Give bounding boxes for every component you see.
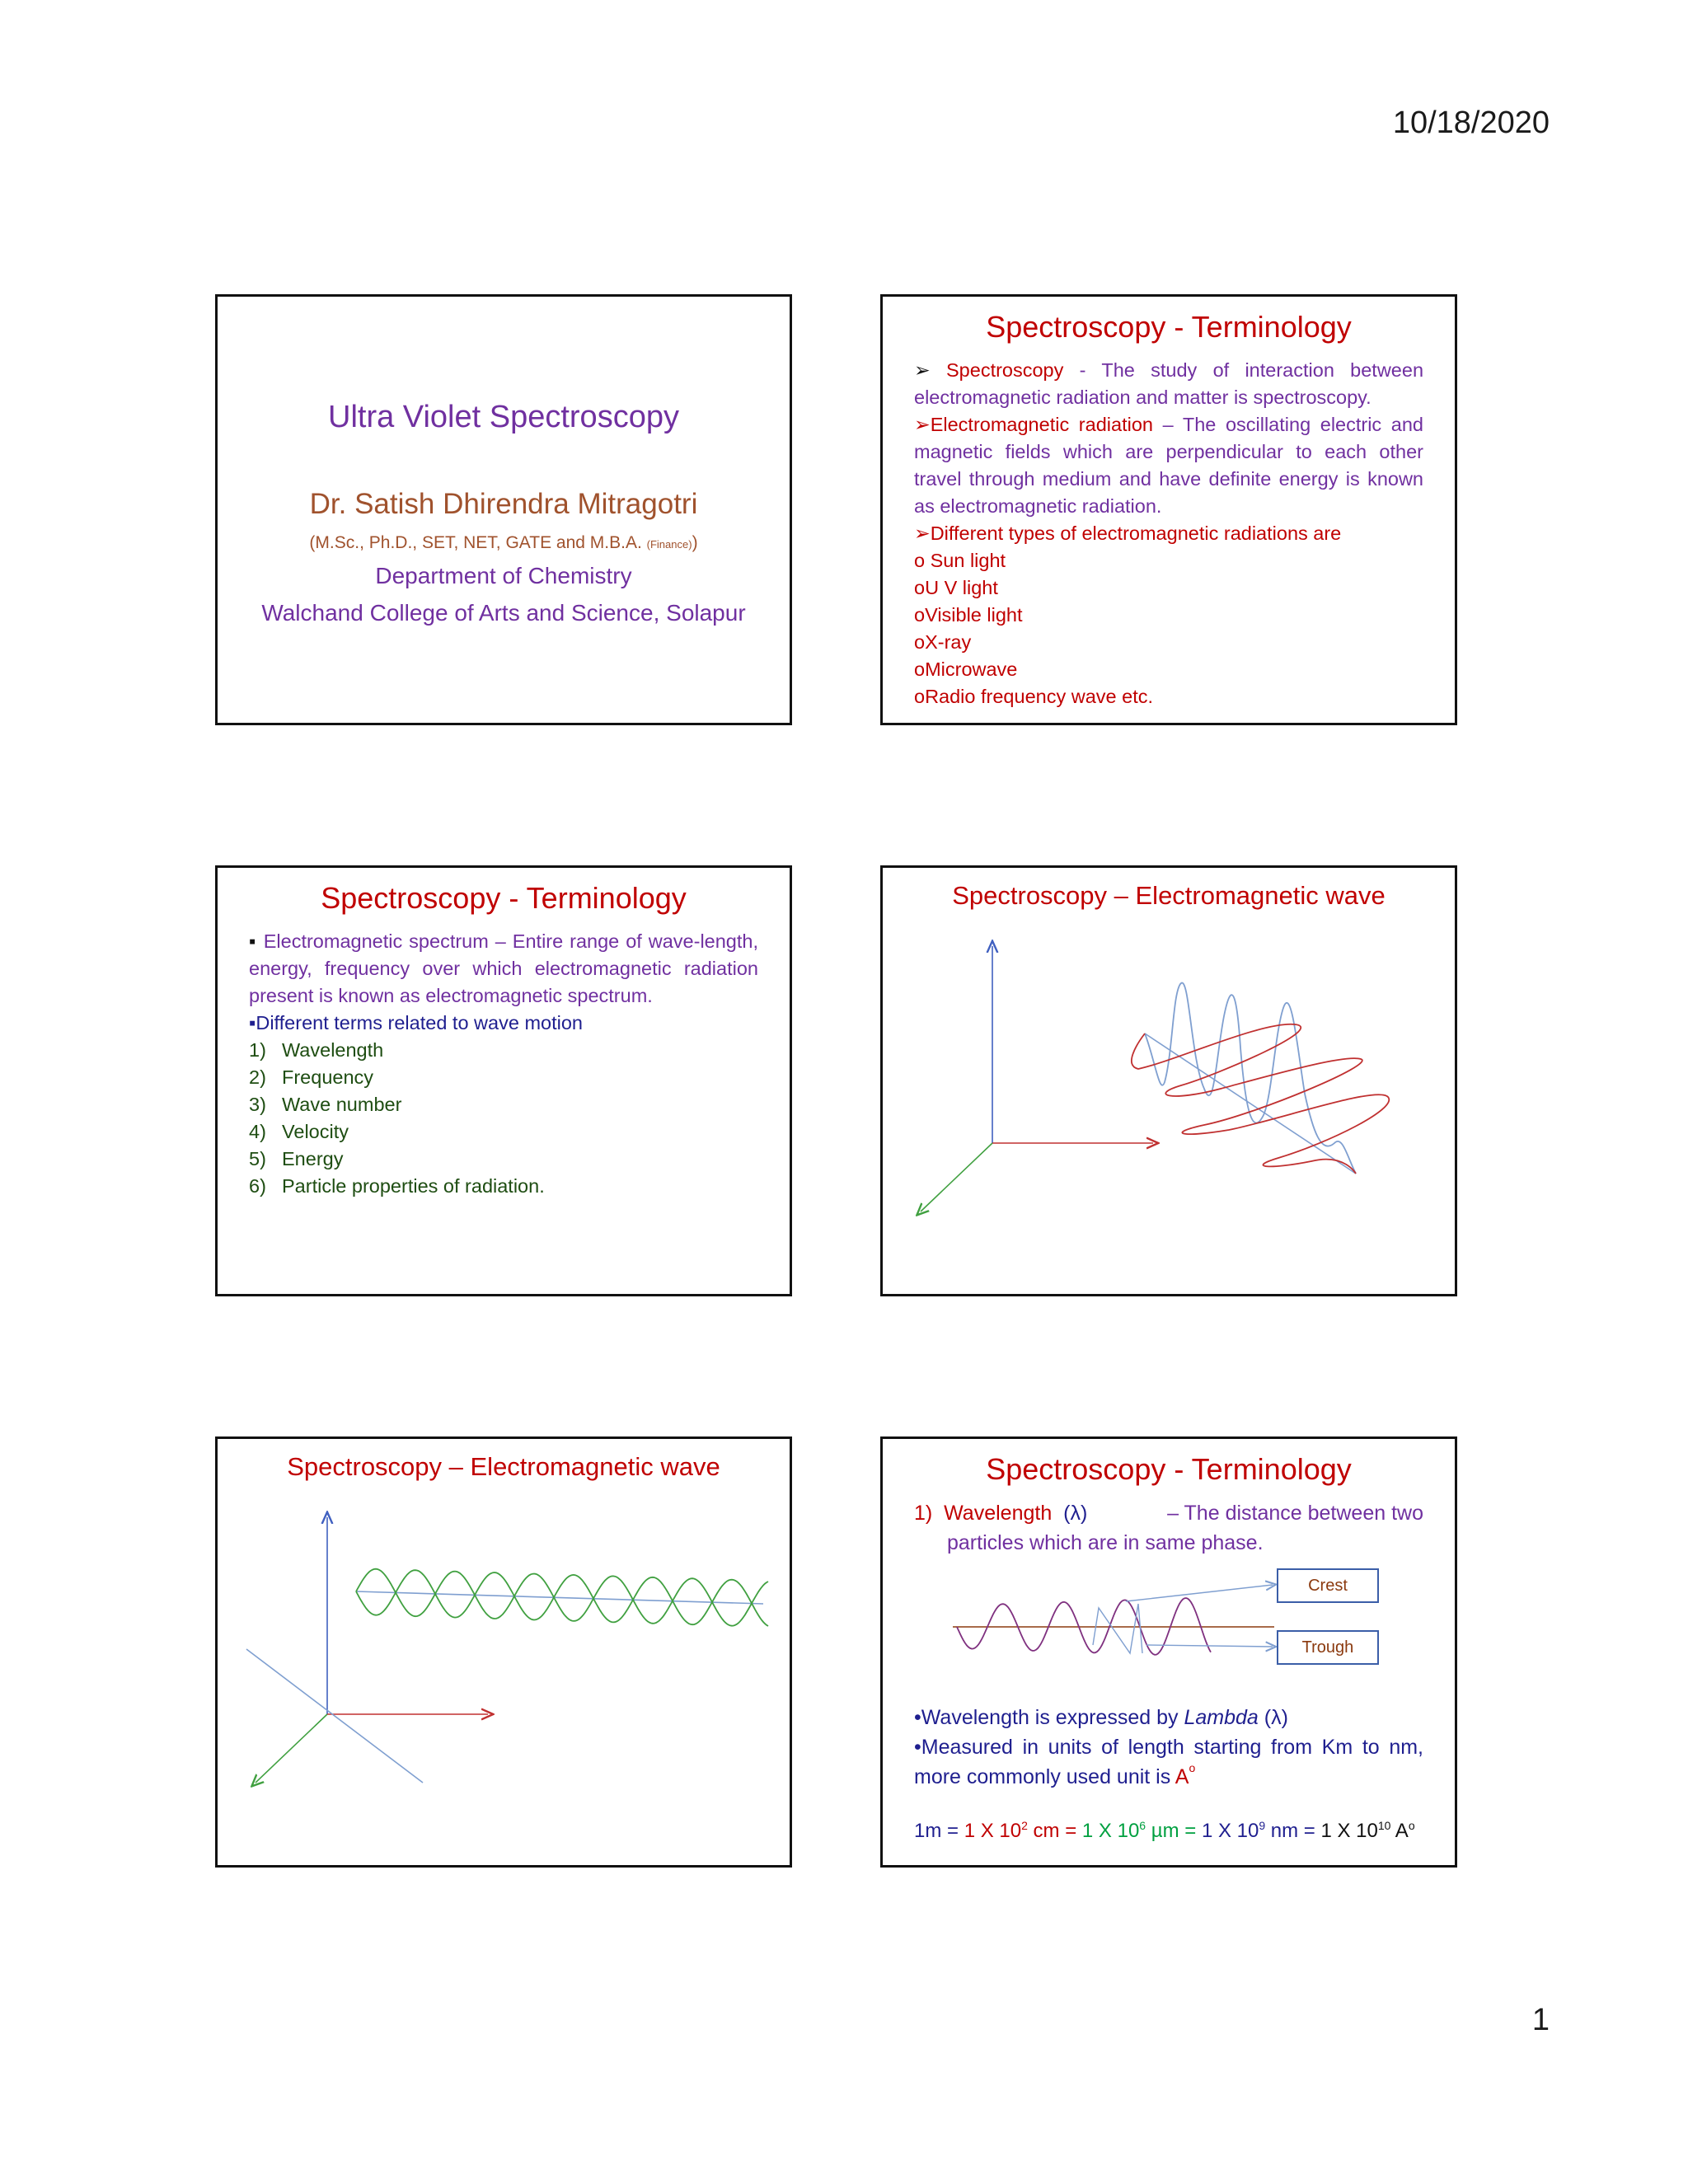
crest-pointer — [1126, 1585, 1273, 1601]
z-axis — [921, 1143, 992, 1212]
radiation-types-intro: ➢Different types of electromagnetic radiations are — [914, 523, 1342, 544]
definition-em-radiation: ➢Electromagnetic radiation – The oscillating electric and magnetic fields which are perpendicular to each other travel through medium and have definite energy is known as electromagnetic radiation. — [914, 414, 1424, 517]
slide-em-wave-2d — [215, 1436, 792, 1868]
list-item: 5) Energy — [249, 1148, 344, 1169]
list-item: oVisible light — [914, 604, 1023, 626]
wavelength-bracket — [1093, 1604, 1142, 1653]
z-axis — [256, 1714, 327, 1783]
college: Walchand College of Arts and Science, Solapur — [261, 600, 746, 626]
list-item: oU V light — [914, 577, 998, 598]
definition-em-spectrum: ▪ Electromagnetic spectrum – Entire range of wave-length, energy, frequency over which electromagnetic radiation present is known as electromagnetic spectrum. — [249, 930, 759, 1006]
header-date: 10/18/2020 — [1392, 105, 1550, 140]
page-number: 1 — [1531, 2003, 1550, 2037]
wave-terms-intro: ▪Different terms related to wave motion — [249, 1012, 583, 1033]
slide-body — [249, 928, 758, 1200]
department: Department of Chemistry — [375, 563, 632, 588]
slide-heading: Spectroscopy - Terminology — [986, 1452, 1352, 1486]
wave-propagation-axis — [1145, 1033, 1356, 1174]
slide-heading: Spectroscopy - Terminology — [986, 310, 1352, 344]
arrow-bullet-icon: ➢ — [914, 523, 931, 544]
wave-propagation-axis — [356, 1591, 763, 1604]
wavelength-notes — [914, 1703, 1423, 1792]
em-wave-diagram — [218, 1439, 795, 1870]
slide-title — [215, 294, 792, 725]
slide-em-wave-3d — [880, 865, 1457, 1296]
author-qualifications: (M.Sc., Ph.D., SET, NET, GATE and M.B.A. (Finance)) — [309, 533, 698, 552]
diagonal-axis — [246, 1649, 423, 1783]
unit-conversion: 1m = 1 X $10^2$ cm = 1 X $10^6$ µm = 1 X $10^9$ nm = 1 X $10^{10}$ $A^o$ — [914, 1819, 1415, 1842]
list-item: o Sun light — [914, 550, 1006, 571]
list-item: 6) Particle properties of radiation. — [249, 1175, 545, 1197]
list-item: oX-ray — [914, 631, 972, 653]
arrow-bullet-icon: ➢ — [914, 359, 931, 381]
list-item: 3) Wave number — [249, 1094, 402, 1115]
slide-terminology-2 — [215, 865, 792, 1296]
slide-body — [914, 357, 1423, 710]
list-item: oRadio frequency wave etc. — [914, 686, 1153, 707]
trough-pointer — [1146, 1645, 1273, 1647]
definition-spectroscopy: ➢ Spectroscopy - The study of interaction between electromagnetic radiation and matter is spectroscopy. — [914, 359, 1424, 408]
presentation-title: Ultra Violet Spectroscopy — [328, 400, 679, 434]
author-name: Dr. Satish Dhirendra Mitragotri — [309, 488, 698, 520]
slide-wavelength — [880, 1436, 1457, 1868]
slide-heading: Spectroscopy – Electromagnetic wave — [287, 1452, 720, 1481]
definition-line-2: particles which are in same phase. — [947, 1531, 1264, 1554]
list-item: 2) Frequency — [249, 1066, 374, 1088]
em-wave-diagram — [883, 868, 1460, 1299]
slide-heading: Spectroscopy – Electromagnetic wave — [952, 881, 1386, 910]
square-bullet-icon: ▪ — [249, 930, 257, 952]
arrow-bullet-icon: ➢ — [914, 414, 931, 435]
definition-line-1: 1) Wavelength (λ) – The distance between two — [914, 1502, 1423, 1525]
list-item: 1) Wavelength — [249, 1039, 384, 1061]
trough-label: Trough — [1277, 1630, 1379, 1665]
note-lambda: •Wavelength is expressed by Lambda (λ) — [914, 1706, 1288, 1729]
slide-terminology-1 — [880, 294, 1457, 725]
note-units: •Measured in units of length starting from Km to nm, more commonly used unit is $A^o$ — [914, 1736, 1423, 1788]
list-item: oMicrowave — [914, 658, 1018, 680]
electric-field-wave — [1145, 983, 1356, 1174]
square-bullet-icon: ▪ — [249, 1012, 256, 1033]
list-item: 4) Velocity — [249, 1121, 349, 1142]
slide-heading: Spectroscopy - Terminology — [321, 881, 687, 915]
crest-label: Crest — [1277, 1568, 1379, 1603]
